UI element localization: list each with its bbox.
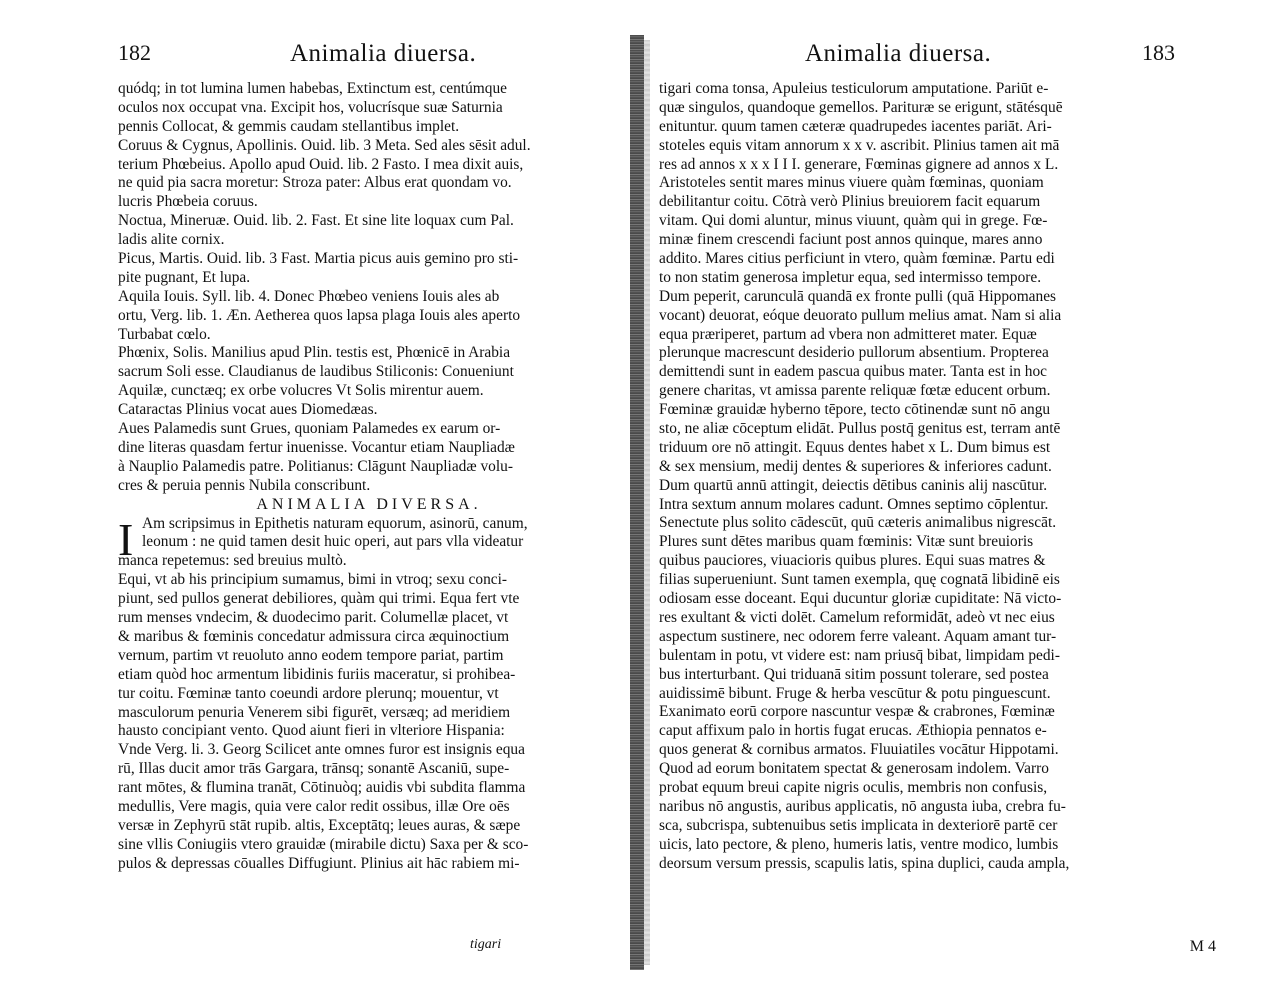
text-line: enituntur. quum tamen cæteræ quadrupedes iacentes pariāt. Ari-: [659, 117, 1052, 135]
text-line: rum menses vndecim, & duodecimo parit. Columellæ placet, vt: [118, 609, 509, 627]
text-line: Aquila Iouis. Syll. lib. 4. Donec Phœbeo veniens Iouis ales ab: [118, 287, 500, 305]
left-running-head: Animalia diuersa.: [290, 40, 477, 67]
text-line: sine vllis Coniugiis vtero grauidæ (mirabile dictu) Saxa per & sco-: [118, 835, 529, 853]
text-line: terium Phœbeius. Apollo apud Ouid. lib. 2 Fasto. I mea dixit auis,: [118, 155, 524, 173]
text-line: tur coitu. Fœminæ tanto coeundi ardore plerunq; mouentur, vt: [118, 684, 499, 702]
text-line: à Nauplio Palamedis patre. Politianus: Clāgunt Naupliadæ volu-: [118, 457, 513, 475]
text-line: sca, subcrispa, subtenuibus setis implicata in dexteriorē partē cer: [659, 816, 1058, 834]
text-line: versæ in Zephyrū stāt rupib. altis, Exceptātq; leues auras, & sæpe: [118, 816, 521, 834]
text-line: masculorum penuria Venerem sibi figurēt, versæq; ad meridiem: [118, 703, 511, 721]
catchword: tigari: [470, 937, 502, 952]
text-line: Plures sunt dētes maribus quam fœminis: Vitæ sunt breuioris: [659, 533, 1034, 551]
text-line: aspectum sustinere, nec odorem ferre valeant. Aquam amant tur-: [659, 627, 1057, 645]
text-line: pennis Collocat, & gemmis caudam stellantibus implet.: [118, 117, 460, 135]
text-line: Turbabat cœlo.: [118, 325, 211, 343]
right-page-body: [655, 80, 1175, 873]
text-line: plerunque macrescunt desiderio pullorum absentium. Propterea: [659, 344, 1049, 362]
text-line: Aquilæ, cunctæq; ex orbe volucres Vt Solis mirentur auem.: [118, 382, 484, 400]
text-line: vitam. Qui domi aluntur, minus viuunt, quàm qui in grege. Fœ-: [659, 212, 1048, 230]
text-line: Vnde Verg. li. 3. Georg Scilicet ante omnes furor est insignis equa: [118, 741, 525, 759]
text-line: Dum quartū annū attingit, deiectis dētibus caninis alij nascūtur.: [659, 476, 1048, 494]
text-line: dine literas quasdam fertur inuenisse. Vocantur etiam Naupliadæ: [118, 438, 515, 456]
gutter-shadow: [644, 40, 650, 965]
text-line: Equi, vt ab his principium sumamus, bimi in vtroq; sexu conci-: [118, 571, 507, 589]
text-line: Aues Palamedis sunt Grues, quoniam Palamedes ex earum or-: [118, 420, 501, 438]
text-line: ne quid pia sacra moretur: Stroza pater: Albus erat quondam vo.: [118, 174, 512, 192]
text-line: sto, ne aliæ cōceptum elidāt. Pullus postq̄ genitus est, terram antē: [659, 420, 1061, 438]
left-page-body: [110, 80, 620, 874]
text-line: Phœnix, Solis. Manilius apud Plin. testis est, Phœnicē in Arabia: [118, 344, 511, 362]
text-line: Aristoteles sentit mares minus viuere quàm fœminas, quoniam: [659, 174, 1044, 192]
text-line: sacrum Soli esse. Claudianus de laudibus Stiliconis: Conueniunt: [118, 363, 514, 381]
text-line: & sex mensium, medij dentes & superiores & inferiores cadunt.: [659, 457, 1052, 475]
text-line: Senectute plus solito cādescūt, quū cæteris animalibus nigrescāt.: [659, 514, 1057, 532]
text-line: Noctua, Mineruæ. Ouid. lib. 2. Fast. Et sine lite loquax cum Pal.: [118, 212, 514, 230]
text-line: res exultant & victi dolēt. Camelum reformidāt, adeò vt nec eius: [659, 608, 1055, 626]
text-line: addito. Mares citius perficiunt in vtero, quàm fœminæ. Partu edi: [659, 250, 1055, 268]
text-line: deorsum versum pressis, scapulis latis, spina duplici, cauda ampla,: [659, 854, 1070, 872]
text-line: uicis, lato pectore, & pleno, humeris latis, ventre modico, lumbis: [659, 835, 1059, 853]
text-line: piunt, sed pullos generat debiliores, quàm qui trimi. Equa fert vte: [118, 590, 520, 608]
text-line: quibus pauciores, viuacioris quibus plures. Equi suas matres &: [659, 552, 1046, 570]
text-line: odiosam esse doceant. Equi ducuntur gloriæ cupiditate: Nā victo-: [659, 590, 1062, 608]
text-line: rū, Illas ducit amor trās Gargara, trānsq; sonantē Ascaniū, supe-: [118, 760, 510, 778]
text-line: pulos & depressas cōualles Diffugiunt. Plinius ait hāc rabiem mi-: [118, 854, 520, 872]
text-line: debilitantur coitu. Cōtrà verò Plinius breuiorem facit equarum: [659, 193, 1041, 211]
text-line: cres & peruia pennis Nubila conscribunt.: [118, 476, 371, 494]
text-line: tigari coma tonsa, Apuleius testiculorum amputatione. Pariūt e-: [659, 80, 1049, 97]
text-line: Quod ad eorum bonitatem spectat & generosam indolem. Varro: [659, 760, 1049, 778]
text-line: Fœminæ grauidæ hyberno tēpore, tecto cōtinendæ sunt nō angu: [659, 401, 1051, 419]
text-line: Dum peperit, carunculā quandā ex fronte pulli (quā Hippomanes: [659, 287, 1057, 305]
left-page: [110, 40, 620, 1000]
text-line: hausto concipiant vento. Quod aiunt fieri in vlteriore Hispania:: [118, 722, 505, 740]
text-line: Coruus & Cygnus, Apollinis. Ouid. lib. 3 Meta. Sed ales sēsit adul.: [118, 136, 531, 154]
text-line: minæ finem crescendi faciunt post annos quinque, mares anno: [659, 231, 1043, 249]
text-line: to non statim generosa impletur equa, sed intermisso tempore.: [659, 268, 1042, 286]
text-line: manca repetemus: sed breuius multò.: [118, 552, 347, 570]
text-line: ortu, Verg. lib. 1. Æn. Aetherea quos lapsa plaga Iouis ales aperto: [118, 306, 521, 324]
left-folio-number: 182: [118, 40, 151, 65]
right-page-header: [655, 40, 1175, 80]
text-line: pite pugnant, Et lupa.: [118, 268, 251, 286]
text-line: auidissimē bibunt. Fruge & herba vescūtur & potu pinguescunt.: [659, 684, 1051, 702]
text-line: lucris Phœbeia coruus.: [118, 193, 258, 211]
signature-mark: M 4: [1189, 938, 1216, 955]
text-line: vernum, partim vt reuoluto anno eodem tempore pariat, partim: [118, 646, 504, 664]
text-line: quos generat & cornibus armatos. Fluuiatiles vocātur Hippotami.: [659, 741, 1059, 759]
drop-cap-initial: I: [118, 513, 134, 565]
text-line: demittendi sunt in eadem pascua quibus mater. Tanta est in hoc: [659, 363, 1048, 381]
text-line: Intra sextum annum molares cadunt. Omnes septimo cōplentur.: [659, 495, 1049, 513]
text-line: filias superueniunt. Sunt tamen exempla, quę cognatā libidinē eis: [659, 571, 1060, 589]
text-line: bulentam in potu, vt videre est: nam priusq̄ bibat, limpidam pedi-: [659, 646, 1060, 664]
text-line: naribus nō angustis, auribus applicatis, nō angusta iuba, crebra fu-: [659, 797, 1066, 815]
text-line: Exanimato eorū corpore nascuntur vespæ & crabrones, Fœminæ: [659, 703, 1055, 721]
text-line: genere charitas, vt amissa parente reliquæ fœtæ educent orbum.: [659, 382, 1051, 400]
text-line: quódq; in tot lumina lumen habebas, Extinctum est, centúmque: [118, 80, 507, 97]
text-line: leonum : ne quid tamen desit huic operi, aut pars vlla videatur: [142, 533, 524, 551]
text-line: Cataractas Plinius vocat aues Diomedæas.: [118, 401, 378, 419]
text-line: etiam quòd hoc armentum libidinis furiis maceratur, si prohibea-: [118, 665, 516, 683]
text-line: medullis, Vere magis, quia vere calor redit ossibus, illæ Ore oēs: [118, 797, 510, 815]
text-line: & maribus & fœminis concedatur admissura circa æquinoctium: [118, 627, 510, 645]
right-folio-number: 183: [1142, 40, 1175, 65]
text-line: caput affixum palo in hortis fugat erucas. Æthiopia pennatos e-: [659, 722, 1047, 740]
book-gutter: [630, 35, 644, 970]
text-line: res ad annos x x x I I I. generare, Fœminas gignere ad annos x L.: [659, 155, 1059, 173]
right-page: [655, 40, 1175, 1000]
right-running-head: Animalia diuersa.: [805, 40, 992, 67]
text-line: equa præriperet, partum ad vbera non admitteret mater. Equæ: [659, 325, 1037, 343]
text-line: ladis alite cornix.: [118, 231, 225, 249]
text-line: quæ singulos, quandoque gemellos. Parituræ se erigunt, stātésquē: [659, 98, 1063, 116]
text-line: triduum ore nō attingit. Equus dentes habet x L. Dum bimus est: [659, 438, 1051, 456]
text-line: Picus, Martis. Ouid. lib. 3 Fast. Martia picus auis gemino pro sti-: [118, 250, 519, 268]
left-page-header: [110, 40, 620, 80]
text-line: oculos nox occupat vna. Excipit hos, volucrísque suæ Saturnia: [118, 98, 503, 116]
text-line: probat equum breui capite nigris oculis, membris non confusis,: [659, 778, 1048, 796]
text-line: Am scripsimus in Epithetis naturam equorum, asinorū, canum,: [142, 514, 528, 532]
text-line: bus interturbant. Qui triduanā sitim possunt tolerare, sed postea: [659, 665, 1049, 683]
text-line: vocant) deuorat, eóque deuorato pullum melius amat. Nam si alia: [659, 306, 1062, 324]
text-line: stoteles equis vitam annorum x x v. ascribit. Plinius tamen ait mā: [659, 136, 1060, 154]
text-line: rant mōtes, & flumina tranāt, Cōtinuòq; auidis vbi subdita flamma: [118, 779, 526, 797]
section-heading: ANIMALIA DIVERSA.: [256, 495, 482, 513]
